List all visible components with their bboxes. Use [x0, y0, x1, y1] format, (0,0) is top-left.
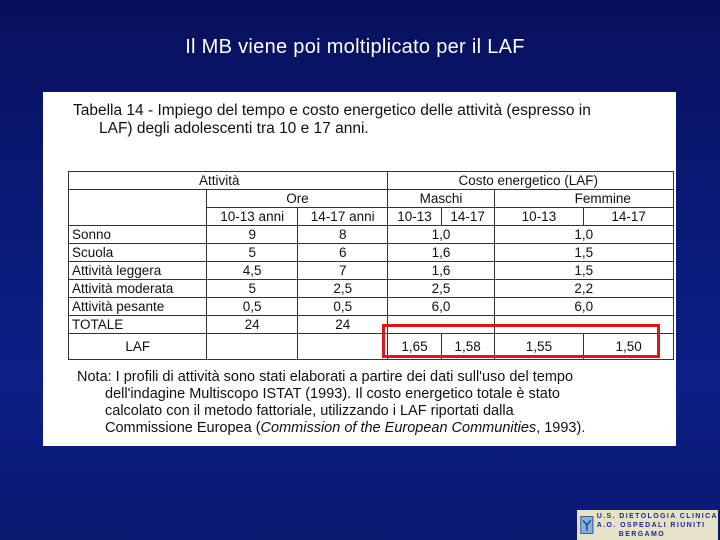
caption-line-1: Tabella 14 - Impiego del tempo e costo energetico delle attività (espresso in: [73, 102, 591, 119]
table-row: [69, 298, 674, 316]
cell-male-laf: 2,5: [388, 280, 494, 298]
cell-female-laf: 1,5: [494, 244, 673, 262]
total-hours-10-13: 24: [207, 316, 298, 334]
header-age-14-17-hours: 14-17 anni: [297, 208, 388, 226]
note-line-3: calcolato con il metodo fattoriale, utilizzando i LAF riportati dalla: [105, 403, 514, 419]
cell-male-laf: 1,6: [388, 244, 494, 262]
cell-female-laf: 2,2: [494, 280, 673, 298]
cell-male-laf: 1,6: [388, 262, 494, 280]
table-header-row-2: [69, 190, 674, 208]
cell-female-laf: 6,0: [494, 298, 673, 316]
cell-hours-10-13: 4,5: [207, 262, 298, 280]
header-empty: [69, 190, 207, 208]
note-line-4: [77, 420, 647, 437]
row-label: Scuola: [69, 244, 207, 262]
cell-hours-14-17: 6: [297, 244, 388, 262]
cell-female-laf: 1,5: [494, 262, 673, 280]
empty-cell: [297, 334, 388, 360]
laf-male-10-13: 1,65: [388, 334, 441, 360]
empty-cell: [207, 334, 298, 360]
logo-line-1: U.S. DIETOLOGIA CLINICA: [596, 512, 718, 520]
table-note: [77, 369, 647, 437]
total-hours-14-17: 24: [297, 316, 388, 334]
logo-text: [597, 512, 718, 539]
note-source-italic: Commission of the European Communities: [260, 420, 537, 436]
logo-line-3: BERGAMO: [618, 530, 666, 538]
note-source-suffix: , 1993).: [536, 420, 586, 436]
header-males: Maschi: [388, 190, 494, 208]
cell-male-laf: 1,0: [388, 226, 494, 244]
cell-hours-14-17: 2,5: [297, 280, 388, 298]
table-row: [69, 262, 674, 280]
row-label: Attività leggera: [69, 262, 207, 280]
note-source-prefix: Commissione Europea (: [105, 420, 261, 436]
total-label: TOTALE: [69, 316, 207, 334]
slide-title: Il MB viene poi moltiplicato per il LAF: [185, 36, 525, 58]
table-row: [69, 280, 674, 298]
cell-hours-10-13: 9: [207, 226, 298, 244]
caption-line-2: LAF) degli adolescenti tra 10 e 17 anni.: [99, 120, 369, 137]
cell-hours-14-17: 8: [297, 226, 388, 244]
header-age-14-17-females: 14-17: [584, 208, 674, 226]
table-header-row-1: [69, 172, 674, 190]
cell-hours-10-13: 0,5: [207, 298, 298, 316]
row-label: Sonno: [69, 226, 207, 244]
header-empty: [69, 208, 207, 226]
note-line-2: dell'indagine Multiscopo ISTAT (1993). Il costo energetico totale è stato: [105, 386, 560, 402]
header-activity: Attività: [69, 172, 388, 190]
cell-male-laf: 6,0: [388, 298, 494, 316]
cell-hours-14-17: 7: [297, 262, 388, 280]
table-header-row-3: [69, 208, 674, 226]
header-cost: Costo energetico (LAF): [388, 172, 674, 190]
scanned-table-image: [43, 92, 676, 446]
row-label: Attività moderata: [69, 280, 207, 298]
laf-highlight-box: [382, 324, 660, 358]
cell-hours-10-13: 5: [207, 244, 298, 262]
table-row: [69, 226, 674, 244]
logo-emblem-icon: [580, 512, 594, 538]
note-line-1: Nota: I profili di attività sono stati elaborati a partire dei dati sull'uso del tempo: [77, 369, 574, 385]
header-age-10-13-males: 10-13: [388, 208, 441, 226]
cell-female-laf: 1,0: [494, 226, 673, 244]
laf-male-14-17: 1,58: [441, 334, 494, 360]
table-caption: [73, 102, 591, 138]
cell-hours-10-13: 5: [207, 280, 298, 298]
cell-hours-14-17: 0,5: [297, 298, 388, 316]
hospital-logo: [577, 510, 718, 540]
logo-line-2: A.O. OSPEDALI RIUNITI: [596, 521, 706, 529]
header-females: Femmine: [494, 190, 673, 208]
table-row: [69, 244, 674, 262]
header-age-14-17-males: 14-17: [441, 208, 494, 226]
laf-female-10-13: 1,55: [494, 334, 584, 360]
header-hours: Ore: [207, 190, 388, 208]
header-age-10-13-hours: 10-13 anni: [207, 208, 298, 226]
row-label: Attività pesante: [69, 298, 207, 316]
laf-female-14-17: 1,50: [584, 334, 674, 360]
header-age-10-13-females: 10-13: [494, 208, 584, 226]
laf-label: LAF: [69, 334, 207, 360]
